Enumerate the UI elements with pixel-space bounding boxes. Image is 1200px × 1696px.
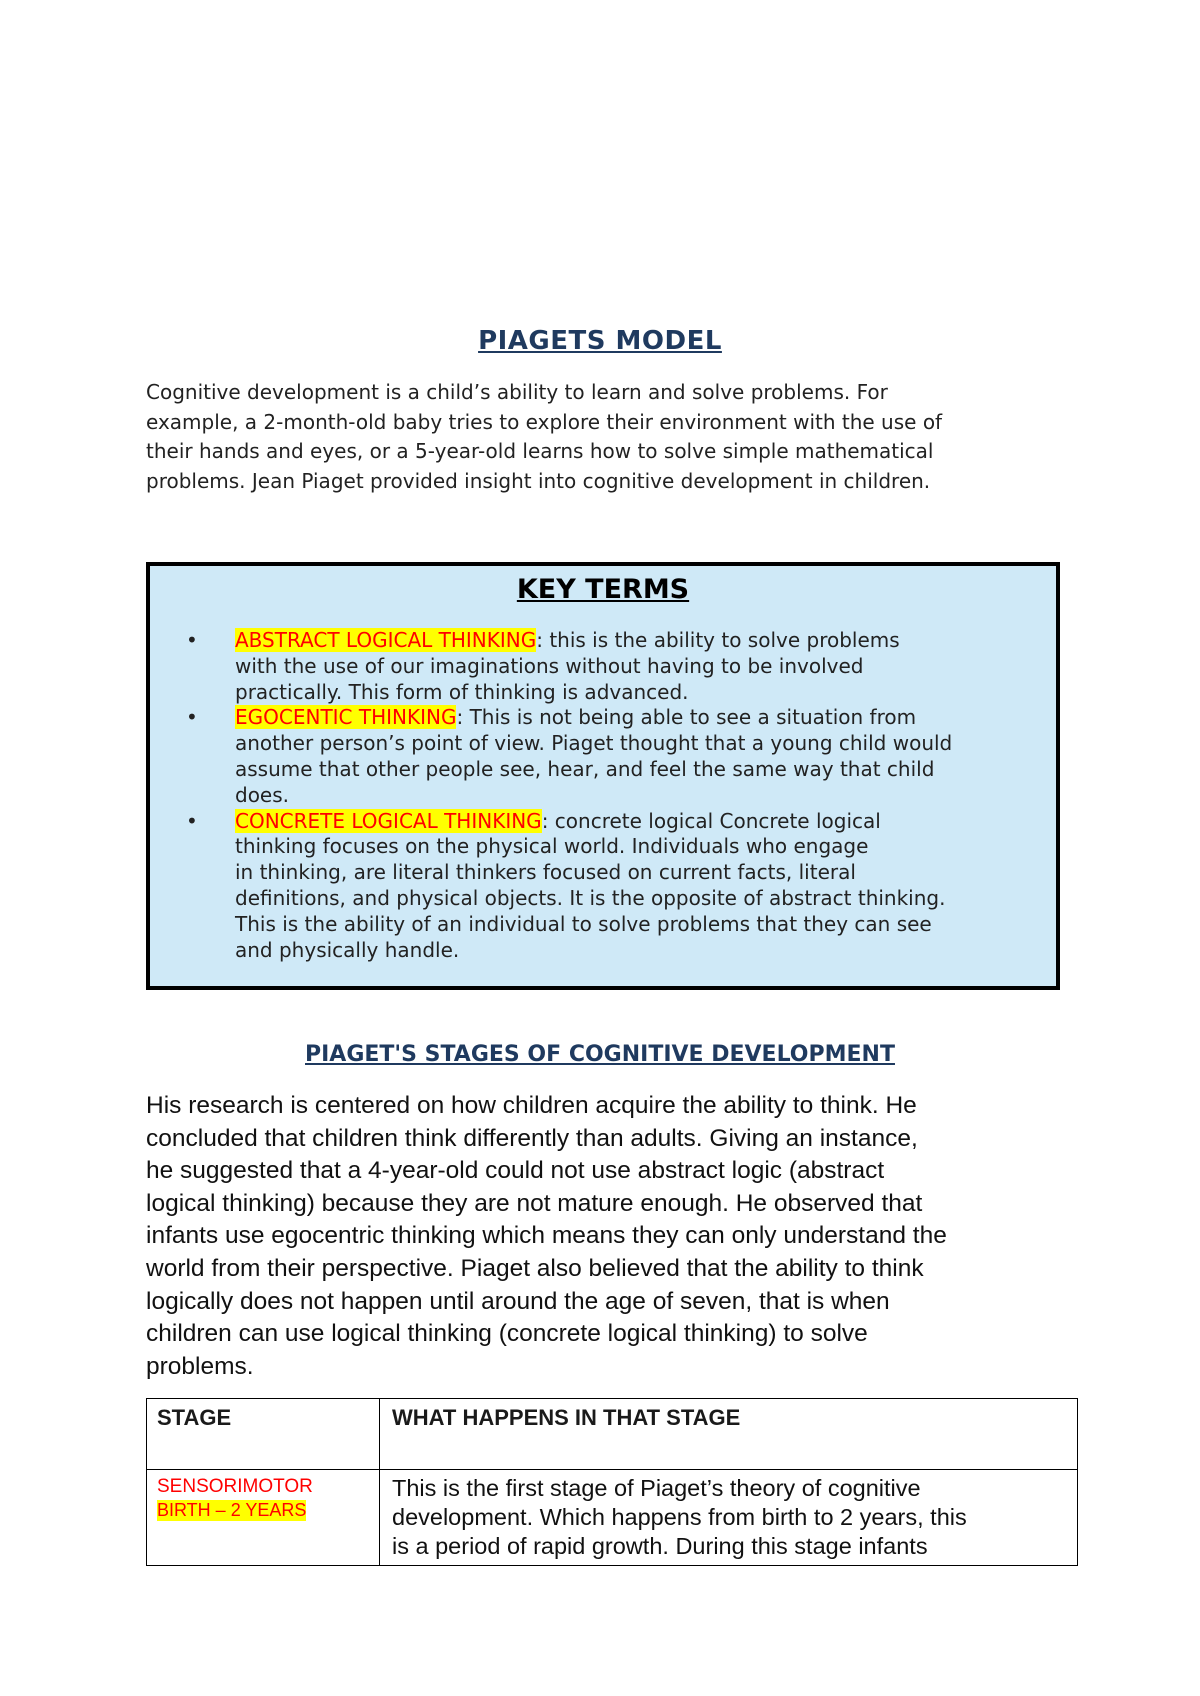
term-definition-line: : this is the ability to solve problems	[536, 628, 900, 652]
stage-description-line: development. Which happens from birth to 2 years, this	[392, 1504, 967, 1530]
research-line: concluded that children think differently than adults. Giving an instance,	[146, 1124, 918, 1152]
term-definition-line: and physically handle.	[235, 937, 460, 962]
term-definition-line: : This is not being able to see a situation from	[456, 705, 917, 730]
intro-line: their hands and eyes, or a 5-year-old learns how to solve simple mathematical	[146, 439, 934, 463]
research-line: logical thinking) because they are not mature enough. He observed that	[146, 1189, 923, 1217]
stage-name: SENSORIMOTOR	[157, 1476, 313, 1497]
term-definition-line: does.	[235, 782, 290, 807]
term-label: EGOCENTIC THINKING	[235, 705, 457, 730]
research-line: children can use logical thinking (concrete logical thinking) to solve	[146, 1320, 868, 1348]
research-line: infants use egocentric thinking which means they can only understand the	[146, 1222, 947, 1250]
research-line: logically does not happen until around the age of seven, that is when	[146, 1287, 890, 1315]
bullet-icon: •	[186, 808, 198, 833]
term-definition-line: thinking focuses on the physical world. Individuals who engage	[235, 834, 869, 859]
page-title: PIAGETS MODEL	[478, 326, 722, 356]
key-term-item	[184, 628, 1034, 705]
stage-description-line: is a period of rapid growth. During this stage infants	[392, 1533, 928, 1559]
term-definition-line: another person’s point of view. Piaget thought that a young child would	[235, 731, 953, 756]
table-row	[147, 1470, 1078, 1566]
term-definition-line: practically. This form of thinking is advanced.	[235, 679, 689, 704]
stage-description-line: This is the first stage of Piaget’s theory of cognitive	[392, 1475, 921, 1501]
term-label: ABSTRACT LOGICAL THINKING	[235, 628, 537, 652]
table-header-description: WHAT HAPPENS IN THAT STAGE	[380, 1399, 1078, 1470]
intro-line: Cognitive development is a child’s ability to learn and solve problems. For	[146, 380, 888, 404]
stages-table	[146, 1398, 1078, 1566]
table-header-stage: STAGE	[147, 1399, 380, 1470]
research-line: problems.	[146, 1352, 254, 1380]
stage-description-cell	[380, 1470, 1078, 1566]
stages-heading: PIAGET'S STAGES OF COGNITIVE DEVELOPMENT	[305, 1042, 895, 1067]
stage-age: BIRTH – 2 YEARS	[157, 1500, 307, 1520]
intro-line: example, a 2-month-old baby tries to explore their environment with the use of	[146, 409, 943, 434]
term-definition-line: This is the ability of an individual to solve problems that they can see	[235, 911, 932, 936]
intro-line: problems. Jean Piaget provided insight into cognitive development in children.	[146, 468, 931, 493]
research-line: he suggested that a 4-year-old could not use abstract logic (abstract	[146, 1157, 885, 1185]
research-paragraph	[146, 1090, 1086, 1383]
term-definition-line: with the use of our imaginations without having to be involved	[235, 653, 864, 678]
intro-paragraph	[146, 378, 1066, 496]
bullet-icon: •	[186, 628, 198, 652]
term-definition-line: assume that other people see, hear, and feel the same way that child	[235, 756, 935, 781]
key-term-item	[184, 809, 1034, 964]
key-terms-heading: KEY TERMS	[516, 574, 690, 605]
term-label: CONCRETE LOGICAL THINKING	[235, 808, 542, 833]
key-terms-list	[184, 628, 1034, 963]
research-line: world from their perspective. Piaget also believed that the ability to think	[146, 1254, 924, 1282]
term-definition-line: : concrete logical Concrete logical	[541, 808, 881, 833]
term-definition-line: definitions, and physical objects. It is the opposite of abstract thinking.	[235, 885, 946, 910]
key-term-item	[184, 705, 1034, 808]
table-header-row	[147, 1399, 1078, 1470]
term-definition-line: in thinking, are literal thinkers focused on current facts, literal	[235, 860, 856, 885]
stage-cell	[147, 1470, 380, 1566]
research-line: His research is centered on how children acquire the ability to think. He	[146, 1092, 917, 1119]
key-terms-box	[146, 562, 1060, 990]
bullet-icon: •	[186, 705, 198, 730]
